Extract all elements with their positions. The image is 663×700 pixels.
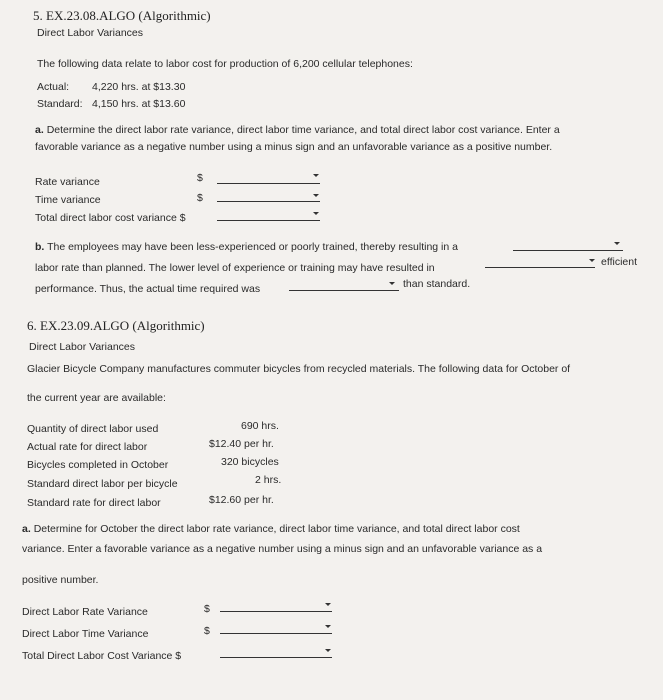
- q6-total-variance-input[interactable]: [220, 657, 332, 658]
- q5-total-variance-currency: $: [179, 212, 186, 224]
- chevron-down-icon[interactable]: [325, 603, 331, 606]
- q5-part-a-letter: a.: [35, 124, 44, 136]
- q6-total-variance-label: Total Direct Labor Cost Variance: [22, 650, 173, 662]
- q5-part-b-line1: [35, 241, 458, 253]
- q6-part-a-line1: [22, 523, 520, 535]
- q5-rate-variance-input[interactable]: [217, 183, 320, 184]
- q6-rate-variance-input[interactable]: [220, 611, 332, 612]
- q5-time-variance-label: Time variance: [35, 194, 101, 206]
- chevron-down-icon[interactable]: [313, 174, 319, 177]
- q5-part-b-select-2[interactable]: [485, 267, 595, 268]
- q6-rate-variance-label: Direct Labor Rate Variance: [22, 606, 148, 618]
- q6-time-variance-currency: $: [204, 625, 210, 637]
- q6-data-value: $12.40 per hr.: [209, 438, 274, 450]
- q5-actual-label: Actual:: [37, 81, 70, 93]
- q5-part-b-select-3[interactable]: [289, 290, 399, 291]
- q6-rate-variance-currency: $: [204, 603, 210, 615]
- chevron-down-icon[interactable]: [325, 649, 331, 652]
- q6-intro-line2: the current year are available:: [27, 392, 166, 404]
- q5-part-b-efficient: efficient: [601, 256, 637, 268]
- q6-total-variance-currency: $: [175, 650, 182, 662]
- q5-part-a-line1: [35, 124, 560, 136]
- q6-part-a-line3: positive number.: [22, 574, 99, 586]
- chevron-down-icon[interactable]: [614, 242, 620, 245]
- q6-data-value: 2 hrs.: [255, 474, 282, 486]
- q6-data-label: Actual rate for direct labor: [27, 441, 148, 453]
- q6-time-variance-input[interactable]: [220, 633, 332, 634]
- q5-time-variance-currency: $: [197, 192, 203, 204]
- q6-data-value: 320 bicycles: [221, 456, 279, 468]
- q6-data-value: 690 hrs.: [241, 420, 279, 432]
- q6-subtitle: Direct Labor Variances: [29, 341, 136, 353]
- q5-part-a-line2: favorable variance as a negative number using a minus sign and an unfavorable variance as a positive number.: [35, 141, 553, 153]
- q6-intro-line1: Glacier Bicycle Company manufactures commuter bicycles from recycled materials. The following data for October of: [27, 363, 571, 375]
- q6-total-variance-row: [22, 650, 181, 662]
- q6-data-label: Standard direct labor per bicycle: [27, 478, 178, 490]
- q5-rate-variance-label: Rate variance: [35, 176, 100, 188]
- q5-part-b-select-1[interactable]: [513, 250, 623, 251]
- q5-total-variance-label: Total direct labor cost variance: [35, 212, 177, 224]
- q5-part-b-text1: The employees may have been less-experienced or poorly trained, thereby resulting in a: [47, 241, 458, 253]
- q5-actual-value: 4,220 hrs. at $13.30: [92, 81, 186, 93]
- q6-time-variance-label: Direct Labor Time Variance: [22, 628, 149, 640]
- chevron-down-icon[interactable]: [325, 625, 331, 628]
- q5-part-b-than-standard: than standard.: [403, 278, 471, 290]
- q6-part-a-line2: variance. Enter a favorable variance as a negative number using a minus sign and an unfavorable variance as a: [22, 543, 543, 555]
- q6-data-label: Quantity of direct labor used: [27, 423, 159, 435]
- q5-part-b-letter: b.: [35, 241, 45, 253]
- chevron-down-icon[interactable]: [389, 282, 395, 285]
- q5-part-b-line2: labor rate than planned. The lower level of experience or training may have resulted in: [35, 262, 435, 274]
- q5-title: 5. EX.23.08.ALGO (Algorithmic): [33, 8, 211, 23]
- chevron-down-icon[interactable]: [313, 212, 319, 215]
- q5-total-variance-row: [35, 212, 186, 224]
- q5-part-a-text1: Determine the direct labor rate variance, direct labor time variance, and total direct labor cost variance. Enter a: [46, 124, 560, 136]
- q6-data-label: Bicycles completed in October: [27, 459, 169, 471]
- q5-intro: The following data relate to labor cost for production of 6,200 cellular telephones:: [37, 58, 413, 70]
- q5-time-variance-input[interactable]: [217, 201, 320, 202]
- chevron-down-icon[interactable]: [313, 194, 319, 197]
- q6-part-a-letter: a.: [22, 523, 31, 535]
- q5-rate-variance-currency: $: [197, 172, 203, 184]
- q5-standard-value: 4,150 hrs. at $13.60: [92, 98, 186, 110]
- q6-part-a-text1: Determine for October the direct labor rate variance, direct labor time variance, and total direct labor cost: [33, 523, 520, 535]
- q6-title: 6. EX.23.09.ALGO (Algorithmic): [27, 318, 205, 333]
- chevron-down-icon[interactable]: [589, 259, 595, 262]
- q5-standard-label: Standard:: [37, 98, 83, 110]
- q5-subtitle: Direct Labor Variances: [37, 27, 144, 39]
- q5-total-variance-input[interactable]: [217, 220, 320, 221]
- q6-data-label: Standard rate for direct labor: [27, 497, 161, 509]
- q5-part-b-line3: performance. Thus, the actual time required was: [35, 283, 261, 295]
- q6-data-value: $12.60 per hr.: [209, 494, 274, 506]
